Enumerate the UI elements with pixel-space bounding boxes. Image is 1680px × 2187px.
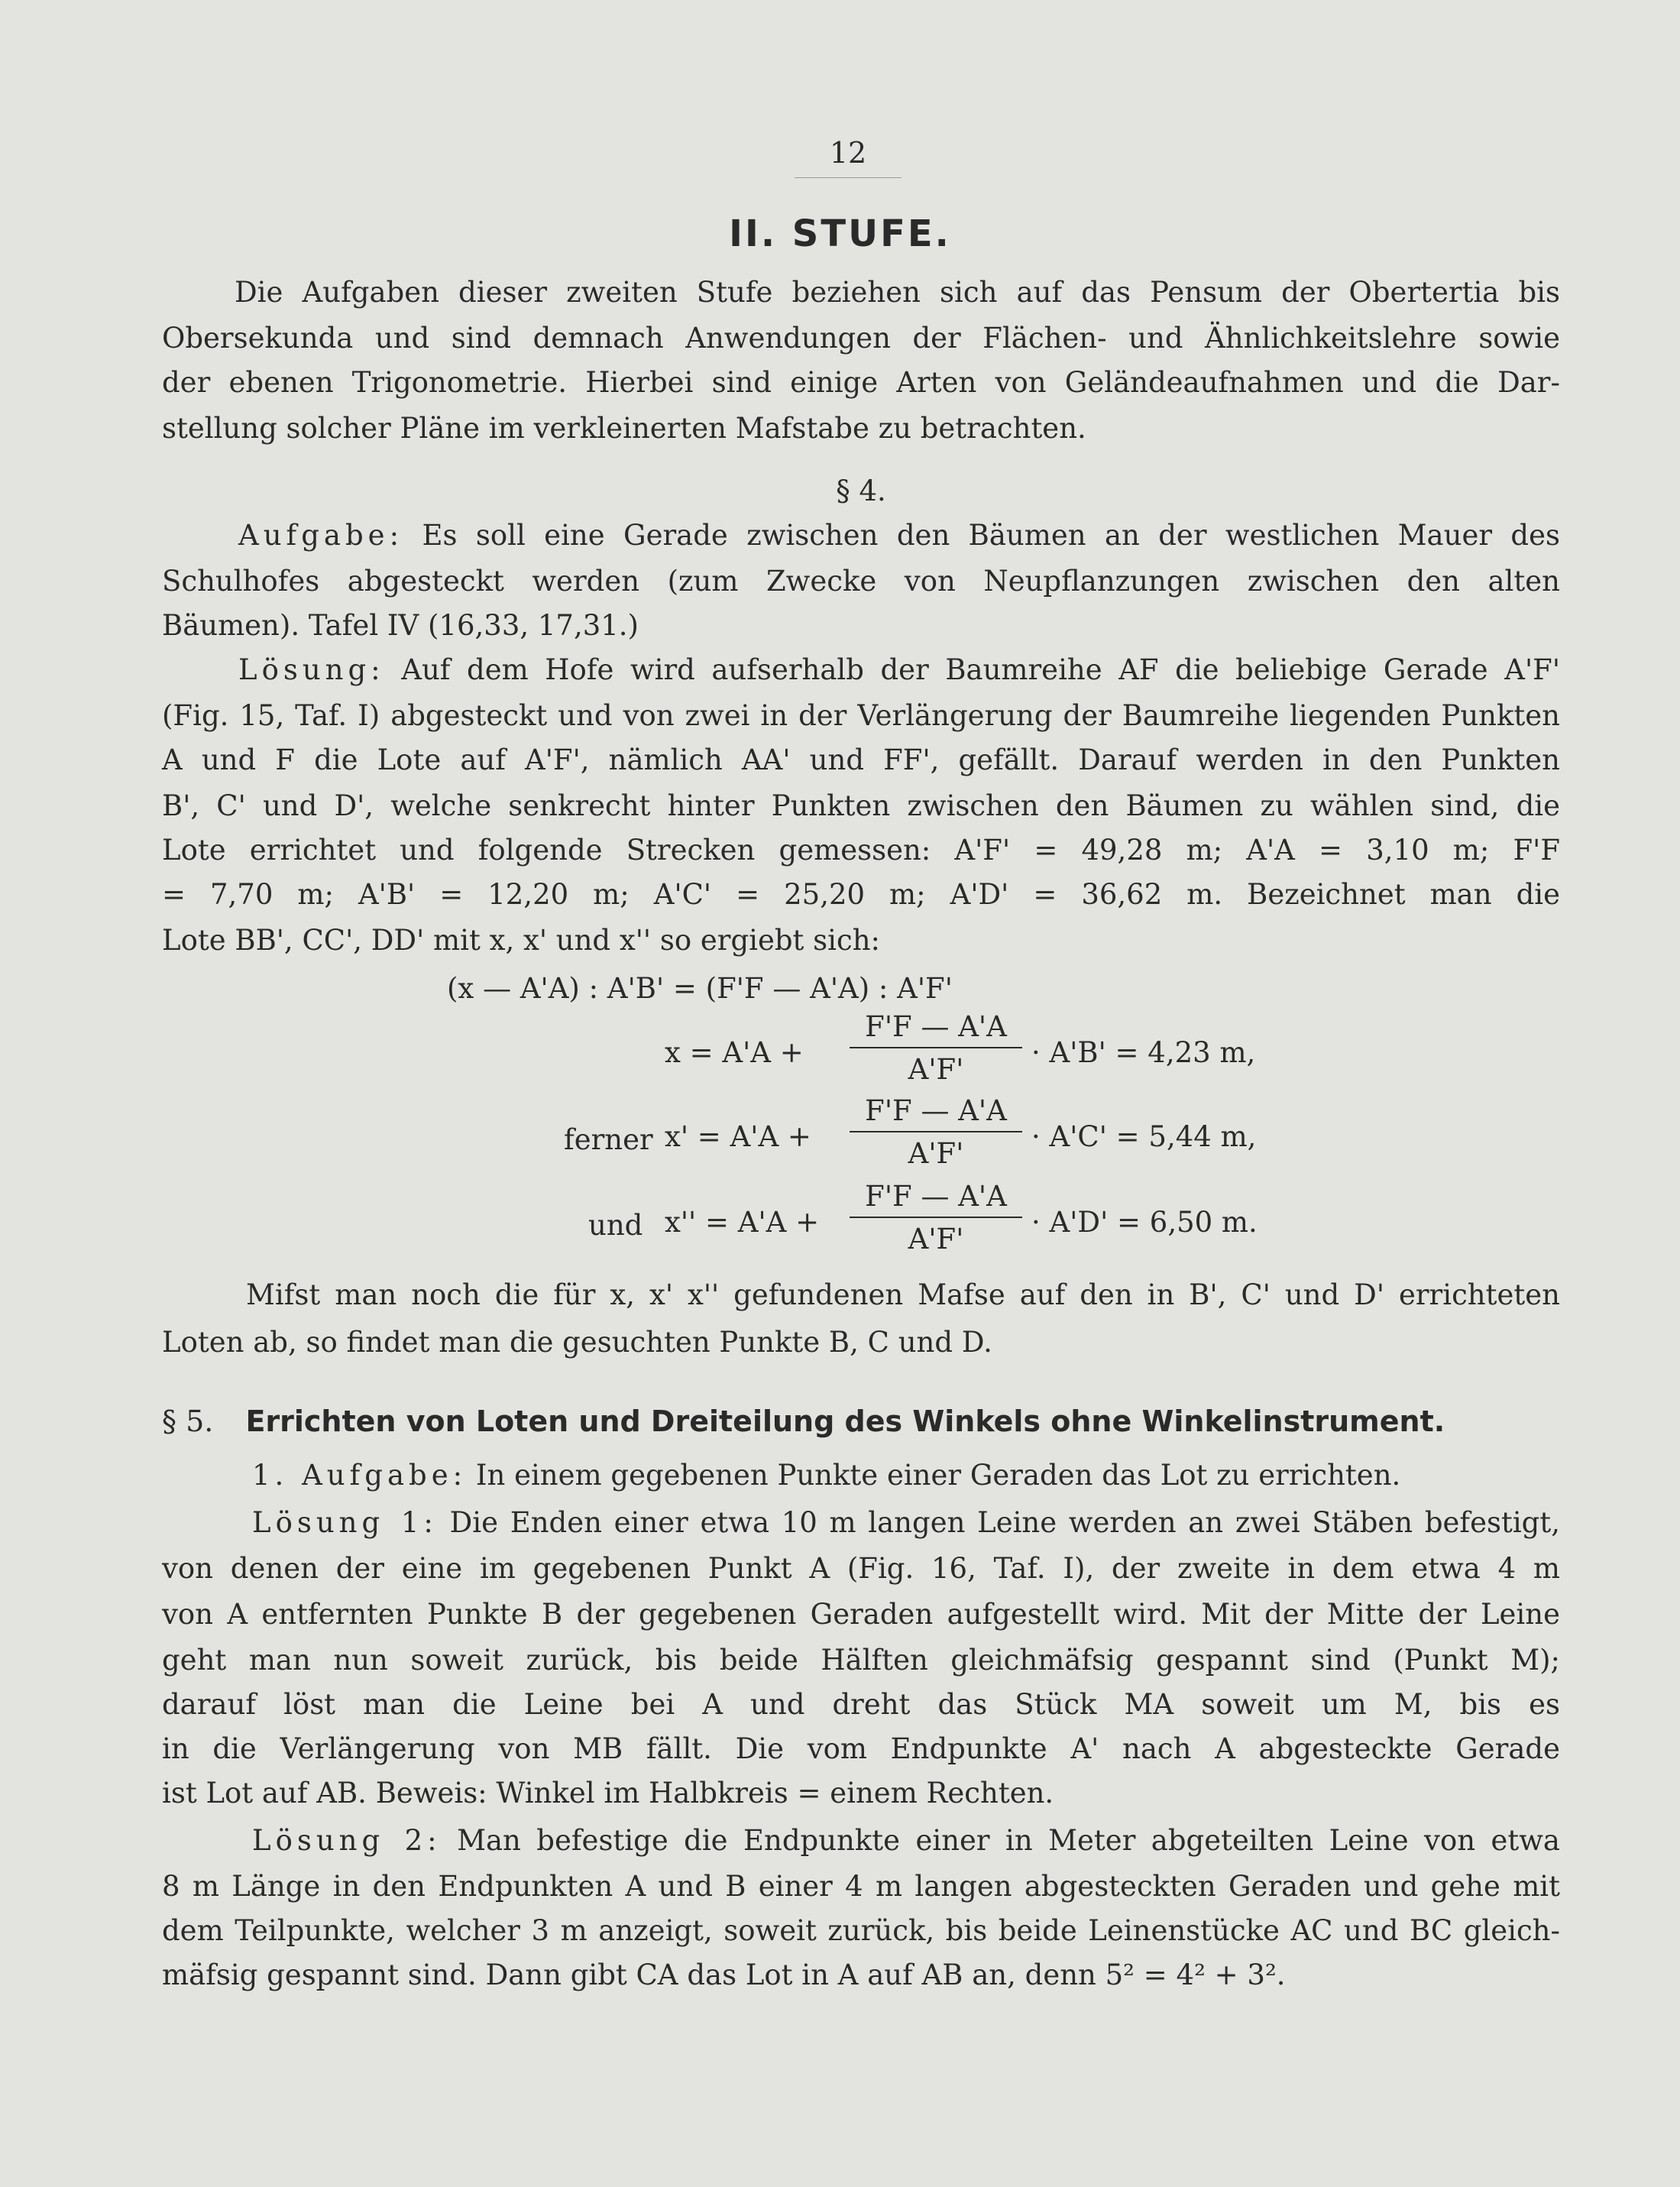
equation-prefix: und [588,1209,643,1242]
solution-text: Auf dem Hofe wird aufserhalb der Baumreihe AF die beliebige Gerade A'F' [401,653,1560,686]
solution-2-text: Man befestige die Endpunkte einer in Meter abgeteilten Leine von etwa [457,1824,1560,1857]
solution-line: (Fig. 15, Taf. I) abgesteckt und von zwei in der Verlängerung der Baumreihe liegenden Punkten [162,699,1560,732]
section-5-symbol: § 5. [162,1405,214,1438]
fraction-bar [850,1131,1022,1132]
equation-numerator: F'F — A'A [865,1094,1007,1127]
solution-1-line: von A entfernten Punkte B der gegebenen Geraden aufgestellt wird. Mit der Mitte der Leine [162,1598,1560,1631]
section-5-solution-2-first-line [252,1822,1560,1860]
solution-line: = 7,70 m; A'B' = 12,20 m; A'C' = 25,20 m; A'D' = 36,62 m. Bezeichnet man die [162,878,1560,911]
solution-2-label: Lösung 2: [252,1824,442,1857]
equation-rhs: · A'D' = 6,50 m. [1031,1206,1258,1239]
equation-numerator: F'F — A'A [865,1180,1007,1213]
intro-line: stellung solcher Pläne im verkleinerten Mafstabe zu betrachten. [162,412,1086,445]
section-4-symbol: § 4. [836,475,886,507]
task-text: Es soll eine Gerade zwischen den Bäumen an der westlichen Mauer des [422,519,1560,552]
solution-line: A und F die Lote auf A'F', nämlich AA' und FF', gefällt. Darauf werden in den Punkten [162,744,1560,776]
section-5-title: Errichten von Loten und Dreiteilung des Winkels ohne Winkelinstrument. [245,1405,1445,1438]
intro-line: Die Aufgaben dieser zweiten Stufe beziehen sich auf das Pensum der Obertertia bis [235,276,1560,309]
solution-1-label: Lösung 1: [252,1506,438,1539]
section-5-solution-1-first-line [252,1504,1560,1542]
intro-line: der ebenen Trigonometrie. Hierbei sind einige Arten von Geländeaufnahmen und die Dar- [162,366,1560,399]
solution-line: Lote errichtet und folgende Strecken gemessen: A'F' = 49,28 m; A'A = 3,10 m; F'F [162,834,1560,867]
task-label: 1. Aufgabe: [252,1459,468,1492]
equation-denominator: A'F' [908,1137,964,1170]
closing-line: Loten ab, so findet man die gesuchten Punkte B, C und D. [162,1326,992,1359]
solution-label: Lösung: [238,653,385,686]
task-text: In einem gegebenen Punkte einer Geraden das Lot zu errichten. [475,1459,1401,1492]
solution-line: Lote BB', CC', DD' mit x, x' und x'' so ergiebt sich: [162,924,881,957]
proportion-equation: (x — A'A) : A'B' = (F'F — A'A) : A'F' [447,972,953,1005]
solution-1-line: darauf löst man die Leine bei A und dreht das Stück MA soweit um M, bis es [162,1688,1560,1721]
solution-line: B', C' und D', welche senkrecht hinter Punkten zwischen den Bäumen zu wählen sind, die [162,789,1560,822]
solution-1-line: ist Lot auf AB. Beweis: Winkel im Halbkreis = einem Rechten. [162,1777,1054,1810]
section-5-heading [162,1405,1560,1438]
equation-lhs: x'' = A'A + [665,1206,820,1239]
equation-lhs: x = A'A + [665,1036,804,1069]
equation-rhs: · A'B' = 4,23 m, [1031,1036,1256,1069]
equation-prefix: ferner [564,1123,653,1156]
intro-line: Obersekunda und sind demnach Anwendungen der Flächen- und Ähnlichkeitslehre sowie [162,322,1560,355]
section-5-task-line [252,1456,1560,1495]
solution-1-line: von denen der eine im gegebenen Punkt A (Fig. 16, Taf. I), der zweite in dem etwa 4 m [162,1552,1560,1585]
fraction-bar [850,1047,1022,1048]
section-4-task-first-line [238,517,1560,555]
fraction-bar [850,1217,1022,1218]
solution-1-text: Die Enden einer etwa 10 m langen Leine werden an zwei Stäben befestigt, [449,1506,1560,1539]
solution-1-line: in die Verlängerung von MB fällt. Die vom Endpunkte A' nach A abgesteckte Gerade [162,1732,1560,1765]
task-line: Bäumen). Tafel IV (16,33, 17,31.) [162,609,639,642]
equation-rhs: · A'C' = 5,44 m, [1031,1120,1257,1153]
chapter-heading: II. STUFE. [729,212,951,255]
solution-1-line: geht man nun soweit zurück, bis beide Hälften gleichmäfsig gespannt sind (Punkt M); [162,1644,1560,1677]
solution-2-line: mäfsig gespannt sind. Dann gibt CA das Lot in A auf AB an, denn 5² = 4² + 3². [162,1959,1286,1991]
equation-lhs: x' = A'A + [665,1120,811,1153]
task-label: Aufgabe: [238,519,404,552]
page-number-rule [795,177,902,178]
equation-denominator: A'F' [908,1053,964,1086]
solution-2-line: 8 m Länge in den Endpunkten A und B einer 4 m langen abgesteckten Geraden und gehe mit [162,1870,1560,1903]
closing-line: Mifst man noch die für x, x' x'' gefundenen Mafse auf den in B', C' und D' errichteten [246,1278,1560,1311]
equation-numerator: F'F — A'A [865,1010,1007,1043]
equation-denominator: A'F' [908,1223,964,1256]
task-line: Schulhofes abgesteckt werden (zum Zwecke von Neupflanzungen zwischen den alten [162,565,1560,598]
page-number: 12 [829,136,867,170]
section-4-solution-first-line [238,651,1560,689]
solution-2-line: dem Teilpunkte, welcher 3 m anzeigt, soweit zurück, bis beide Leinenstücke AC und BC gleich- [162,1914,1560,1947]
